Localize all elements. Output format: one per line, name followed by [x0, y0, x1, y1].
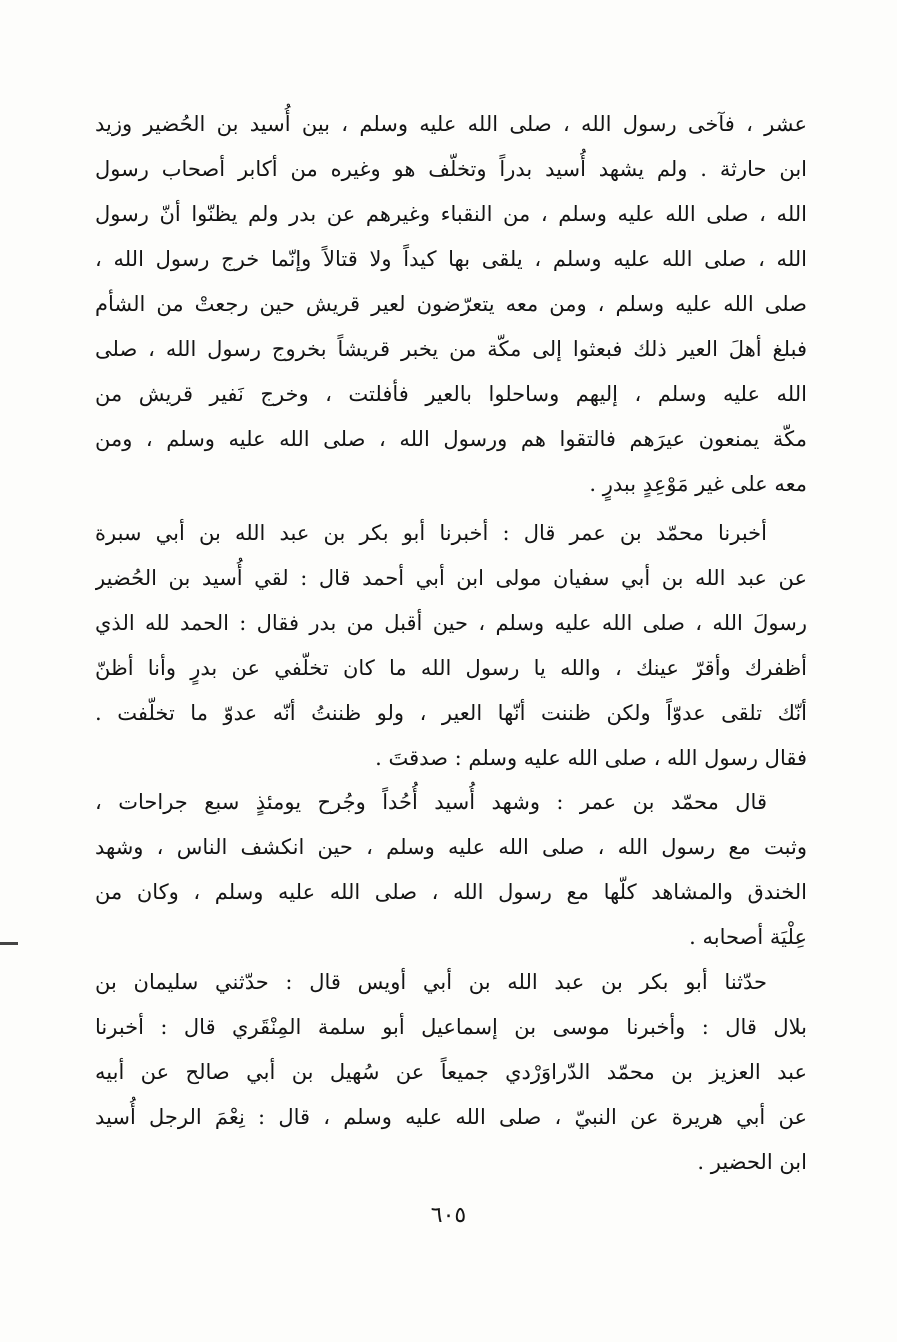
text-line: أنّك تلقى عدوّاً ولكن ظننت أنّها العير ، ولو ظننتُ أنّه عدوّ ما تخلّفت .: [95, 701, 807, 725]
text-line: الخندق والمشاهد كلّها مع رسول الله ، صلى الله عليه وسلم ، وكان من: [95, 880, 807, 904]
text-line: رسولَ الله ، صلى الله عليه وسلم ، حين أقبل من بدر فقال : الحمد لله الذي: [95, 611, 807, 635]
text-line: وثبت مع رسول الله ، صلى الله عليه وسلم ، حين انكشف الناس ، وشهد: [95, 835, 807, 859]
margin-mark: [0, 942, 18, 945]
text-line: أخبرنا محمّد بن عمر قال : أخبرنا أبو بكر بن عبد الله بن أبي سبرة: [95, 521, 767, 545]
text-line: عِلْيَة أصحابه .: [689, 925, 807, 949]
text-line: عن أبي هريرة عن النبيّ ، صلى الله عليه وسلم ، قال : نِعْمَ الرجل أُسيد: [95, 1105, 807, 1129]
paragraph-3: [95, 780, 807, 960]
text-line: أظفرك وأقرّ عينك ، والله يا رسول الله ما كان تخلّفي عن بدرٍ وأنا أظنّ: [95, 656, 807, 680]
text-line: عبد العزيز بن محمّد الدّراوَرْدي جميعاً عن سُهيل بن أبي صالح عن أبيه: [95, 1060, 807, 1084]
text-line: معه على غير مَوْعِدٍ ببدرٍ .: [589, 472, 807, 496]
text-line: الله عليه وسلم ، إليهم وساحلوا بالعير فأفلتت ، وخرج نَفير قريش من: [95, 382, 807, 406]
text-line: فقال رسول الله ، صلى الله عليه وسلم : صدقتَ .: [375, 746, 807, 770]
text-line: حدّثنا أبو بكر بن عبد الله بن أبي أويس قال : حدّثني سليمان بن: [95, 970, 767, 994]
text-line: عن عبد الله بن أبي سفيان مولى ابن أبي أحمد قال : لقي أُسيد بن الحُضير: [95, 566, 807, 590]
text-line: بلال قال : وأخبرنا موسى بن إسماعيل أبو سلمة المِنْقَري قال : أخبرنا: [95, 1015, 807, 1039]
text-line: ابن حارثة . ولم يشهد أُسيد بدراً وتخلّف هو وغيره من أكابر أصحاب رسول: [95, 157, 807, 181]
page-number: ٦٠٥: [430, 1203, 467, 1228]
text-line: ابن الحضير .: [697, 1150, 807, 1174]
paragraph-4: [95, 960, 807, 1185]
text-line: عشر ، فآخى رسول الله ، صلى الله عليه وسلم ، بين أُسيد بن الحُضير وزيد: [95, 112, 807, 136]
text-line: فبلغ أهلَ العير ذلك فبعثوا إلى مكّة من يخبر قريشاً بخروج رسول الله ، صلى: [95, 337, 807, 361]
text-line: قال محمّد بن عمر : وشهد أُسيد أُحُداً وجُرح يومئذٍ سبع جراحات ،: [95, 790, 767, 814]
text-line: الله ، صلى الله عليه وسلم ، من النقباء وغيرهم عن بدر ولم يظنّوا أنّ رسول: [95, 202, 807, 226]
text-line: الله ، صلى الله عليه وسلم ، يلقى بها كيداً ولا قتالاً وإنّما خرج رسول الله ،: [95, 247, 807, 271]
paragraph-1: [95, 102, 807, 507]
text-line: مكّة يمنعون عيرَهم فالتقوا هم ورسول الله ، صلى الله عليه وسلم ، ومن: [95, 427, 807, 451]
text-line: صلى الله عليه وسلم ، ومن معه يتعرّضون لعير قريش حين رجعتْ من الشأم: [95, 292, 807, 316]
paragraph-2: [95, 511, 807, 781]
